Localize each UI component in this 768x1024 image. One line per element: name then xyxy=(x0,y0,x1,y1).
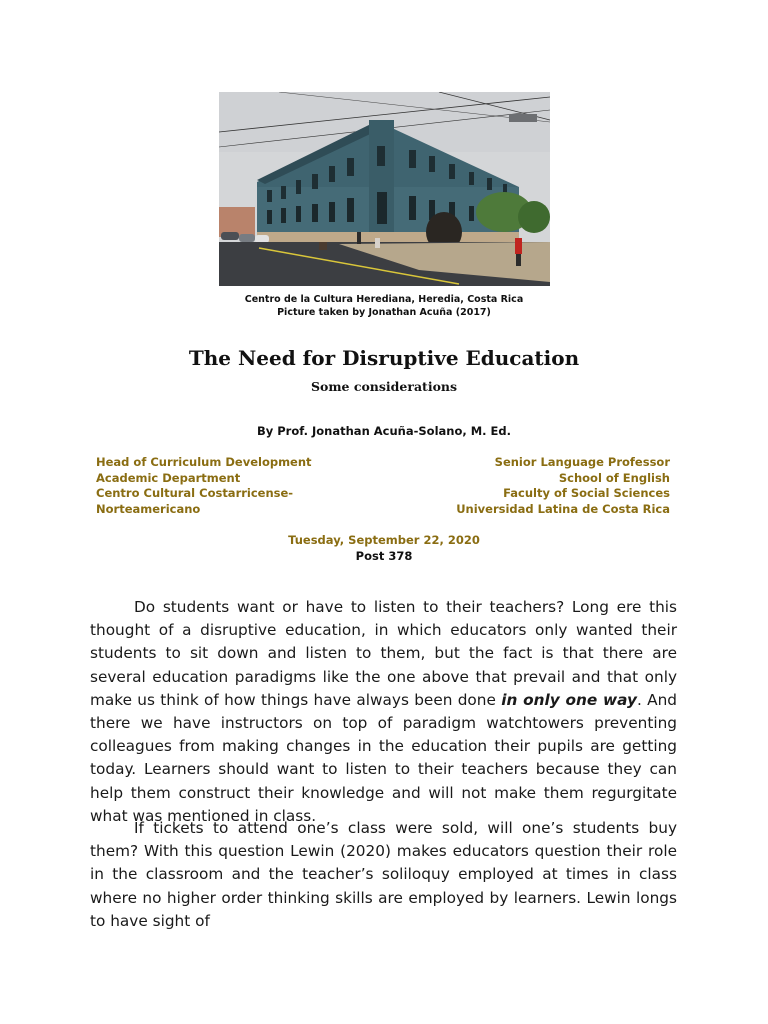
photo-caption-credit: Picture taken by Jonathan Acuña (2017) xyxy=(277,307,491,318)
affiliation-line: School of English xyxy=(558,470,670,485)
photo-caption-location: Centro de la Cultura Herediana, Heredia, Costa Rica xyxy=(244,294,524,305)
affiliation-line: Norteamericano xyxy=(96,501,201,516)
paragraph-text: Do students want or have to listen to their teachers? Long ere this thought of a disruptive education, in which educators only wanted their students to sit down and listen to them, but the fact is that there are several education paradigms like the one above that prevail and that only make us think of how things have always been done xyxy=(90,598,677,709)
author-byline: By Prof. Jonathan Acuña-Solano, M. Ed. xyxy=(256,424,512,438)
body-paragraph-1 xyxy=(90,596,677,828)
affiliation-right xyxy=(456,455,670,517)
article-title: The Need for Disruptive Education xyxy=(188,346,580,370)
building-photo xyxy=(219,92,550,286)
affiliation-line: Universidad Latina de Costa Rica xyxy=(456,501,670,516)
affiliation-line: Centro Cultural Costarricense- xyxy=(96,486,294,500)
post-number: Post 378 xyxy=(355,549,413,563)
post-date: Tuesday, September 22, 2020 xyxy=(288,533,480,547)
emphasis-text: in only one way xyxy=(501,690,637,709)
paragraph-text: . And there we have instructors on top of paradigm watchtowers preventing colleagues from making changes in the education their pupils are getting today. Learners should want to listen to their teachers because they can help them construct their knowledge and will not make them regurgitate what was mentioned in class. xyxy=(90,690,677,825)
body-paragraph-2: If tickets to attend one’s class were sold, will one’s students buy them? With this question Lewin (2020) makes educators question their role in the classroom and the teacher’s soliloquy employed at times in class where no higher order thinking skills are employed by learners. Lewin longs to have sight of xyxy=(90,819,677,930)
affiliation-line: Faculty of Social Sciences xyxy=(503,486,670,500)
affiliation-line: Academic Department xyxy=(96,470,241,485)
affiliation-left xyxy=(96,455,312,517)
article-subtitle: Some considerations xyxy=(310,379,458,394)
affiliation-line: Senior Language Professor xyxy=(494,455,670,469)
affiliation-line: Head of Curriculum Development xyxy=(96,455,312,469)
